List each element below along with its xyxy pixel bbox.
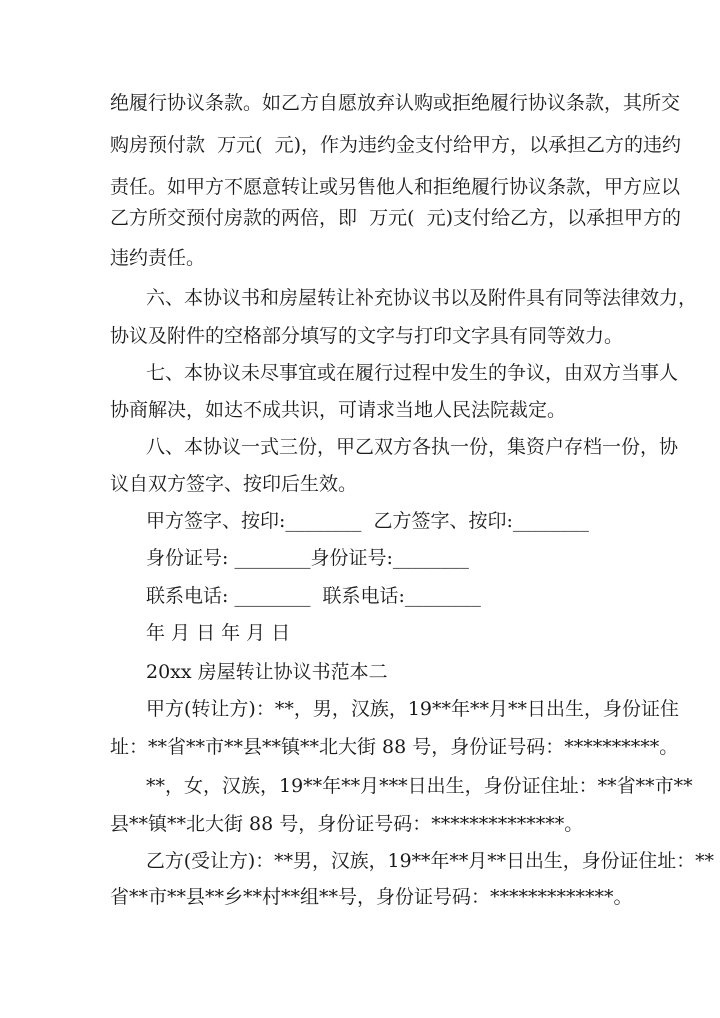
party-a2-line: **，女，汉族，19**年**月***日出生，身份证住址：**省**市** <box>146 775 693 797</box>
paragraph-7-line: 七、本协议未尽事宜或在履行过程中发生的争议，由双方当事人 <box>146 362 679 384</box>
party-a-line: 甲方(转让方)：**，男，汉族，19**年**月**日出生，身份证住 <box>146 698 680 720</box>
text-line: 址：**省**市**县**镇**北大街 88 号，身份证号码：**********。 <box>110 736 679 758</box>
text-line: 绝履行协议条款。如乙方自愿放弃认购或拒绝履行协议条款，其所交 <box>110 92 681 114</box>
date-line: 年 月 日 年 月 日 <box>146 622 291 644</box>
section-title: 20xx 房屋转让协议书范本二 <box>146 661 388 683</box>
text-line: 协商解决，如达不成共识，可请求当地人民法院裁定。 <box>110 399 567 421</box>
text-line: 违约责任。 <box>110 247 206 269</box>
signature-line: 甲方签字、按印:________ 乙方签字、按印:________ <box>146 510 589 532</box>
phone-line: 联系电话: ________ 联系电话:________ <box>146 585 481 607</box>
id-number-line: 身份证号: ________身份证号:________ <box>146 547 469 569</box>
text-line: 省**市**县**乡**村**组**号，身份证号码：*************。 <box>110 886 633 908</box>
text-line: 购房预付款 万元( 元)，作为违约金支付给甲方，以承担乙方的违约 <box>110 134 681 156</box>
paragraph-6-line: 六、本协议书和房屋转让补充协议书以及附件具有同等法律效力， <box>146 287 698 309</box>
text-line: 乙方所交预付房款的两倍，即 万元( 元)支付给乙方，以承担甲方的 <box>110 207 681 229</box>
text-line: 县**镇**北大街 88 号，身份证号码：**************。 <box>110 813 584 835</box>
text-line: 责任。如甲方不愿意转让或另售他人和拒绝履行协议条款，甲方应以 <box>110 176 681 198</box>
paragraph-8-line: 八、本协议一式三份，甲乙双方各执一份，集资户存档一份，协 <box>146 436 679 458</box>
text-line: 议自双方签字、按印后生效。 <box>110 473 358 495</box>
text-line: 协议及附件的空格部分填写的文字与打印文字具有同等效力。 <box>110 325 624 347</box>
party-b-line: 乙方(受让方)：**男，汉族，19**年**月**日出生，身份证住址：** <box>146 850 715 872</box>
